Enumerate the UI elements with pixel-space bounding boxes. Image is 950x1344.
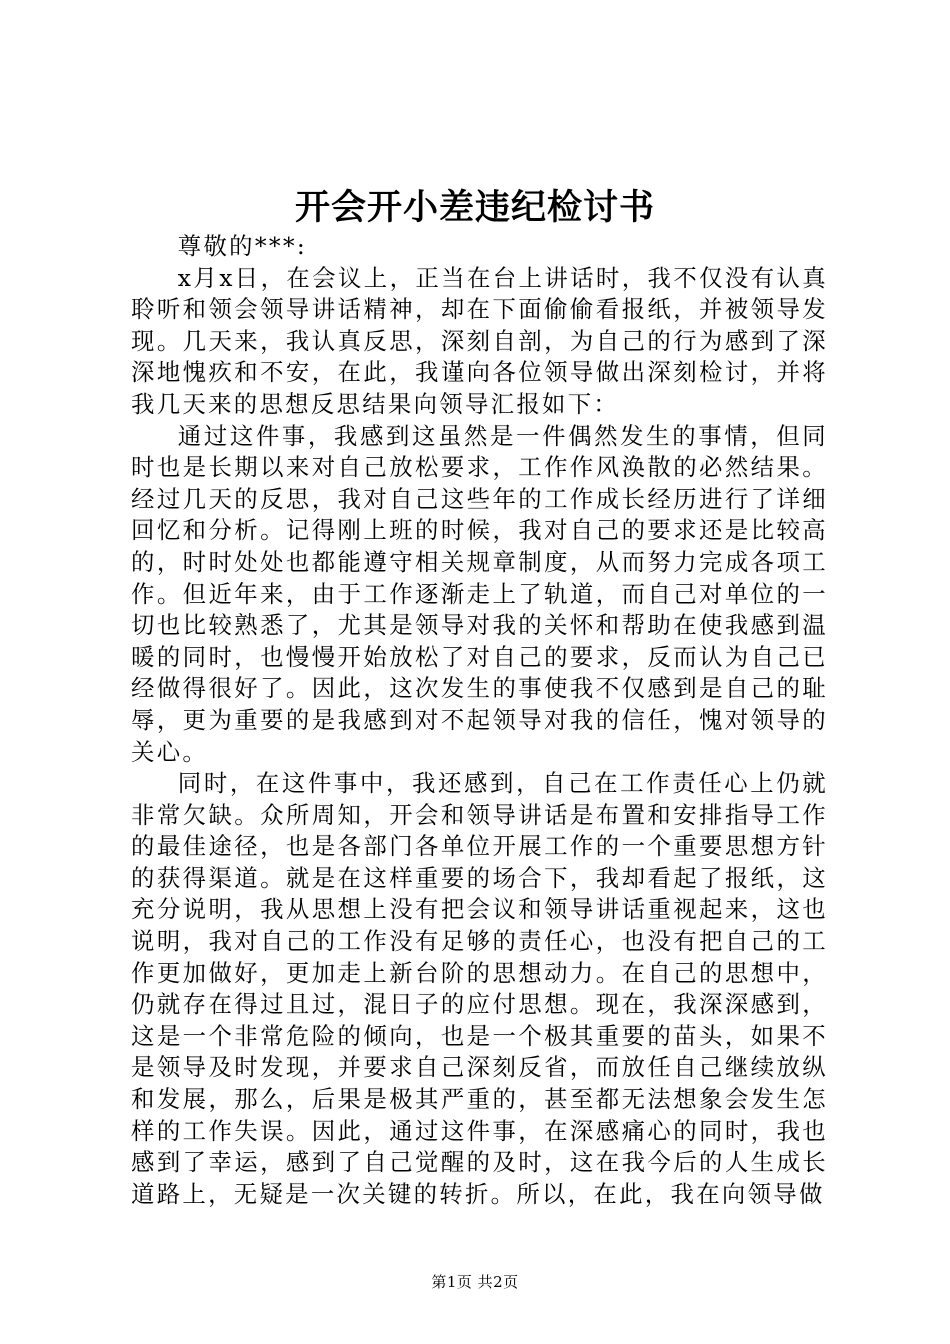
paragraph-2: 通过这件事，我感到这虽然是一件偶然发生的事情，但同时也是长期以来对自己放松要求，工作作风涣散的必然结果。经过几天的反思，我对自己这些年的工作成长经历进行了详细回忆和分析。记得刚上班的时候，我对自己的要求还是比较高的，时时处处也都能遵守相关规章制度，从而努力完成各项工作。但近年来，由于工作逐渐走上了轨道，而自己对单位的一切也比较熟悉了，尤其是领导对我的关怀和帮助在使我感到温暖的同时，也慢慢开始放松了对自己的要求，反而认为自己已经做得很好了。因此，这次发生的事使我不仅感到是自己的耻辱，更为重要的是我感到对不起领导对我的信任，愧对领导的关心。 xyxy=(131,421,828,766)
paragraph-3: 同时，在这件事中，我还感到，自己在工作责任心上仍就非常欠缺。众所周知，开会和领导讲话是布置和安排指导工作的最佳途径，也是各部门各单位开展工作的一个重要思想方针的获得渠道。就是在这样重要的场合下，我却看起了报纸，这充分说明，我从思想上没有把会议和领导讲话重视起来，这也说明，我对自己的工作没有足够的责任心，也没有把自己的工作更加做好，更加走上新台阶的思想动力。在自己的思想中，仍就存在得过且过，混日子的应付思想。现在，我深深感到，这是一个非常危险的倾向，也是一个极其重要的苗头，如果不是领导及时发现，并要求自己深刻反省，而放任自己继续放纵和发展，那么，后果是极其严重的，甚至都无法想象会发生怎样的工作失误。因此，通过这件事，在深感痛心的同时，我也感到了幸运，感到了自己觉醒的及时，这在我今后的人生成长道路上，无疑是一次关键的转折。所以，在此，我在向领导做 xyxy=(131,769,828,1208)
salutation: 尊敬的***: xyxy=(177,232,308,260)
page-number-footer: 第1页 共2页 xyxy=(431,1273,519,1291)
paragraph-1: x月x日，在会议上，正当在台上讲话时，我不仅没有认真聆听和领会领导讲话精神，却在下面偷偷看报纸，并被领导发现。几天来，我认真反思，深刻自剖，为自己的行为感到了深深地愧疚和不安，在此，我谨向各位领导做出深刻检讨，并将我几天来的思想反思结果向领导汇报如下： xyxy=(131,263,828,418)
document-title: 开会开小差违纪检讨书 xyxy=(294,187,655,228)
document-body xyxy=(131,231,828,1210)
